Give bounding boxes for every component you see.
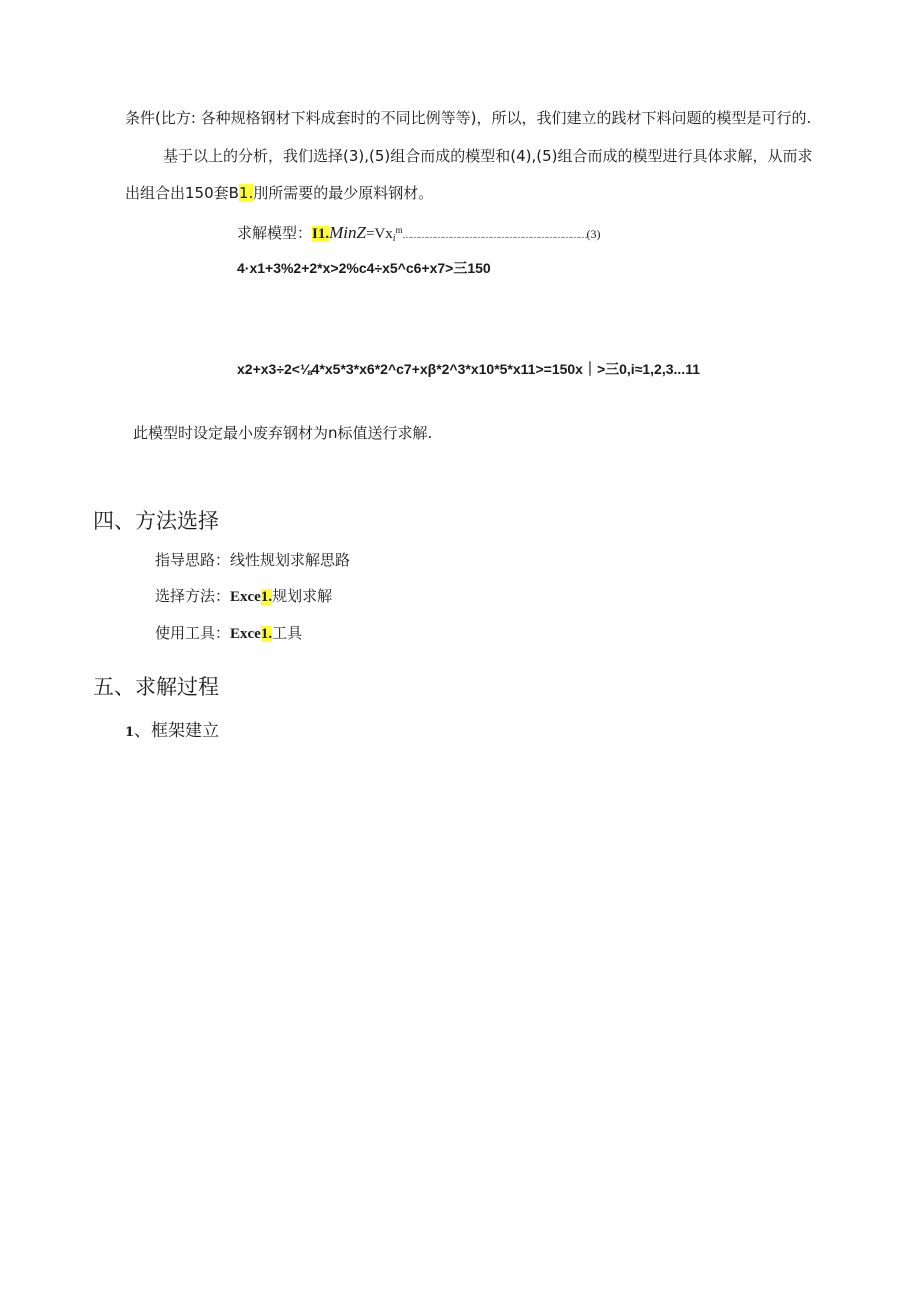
subsection-framework: 1、框架建立 [125, 721, 220, 741]
body-text-line-2: 基于以上的分析，我们选择(3),(5)组合而成的模型和(4),(5)组合而成的模型进行具体求解，从而求 [163, 147, 813, 165]
section-heading-process: 五、求解过程 [93, 675, 219, 699]
body-text-line-3: 出组合出150套B1.刖所需要的最少原料钢材。 [125, 184, 434, 202]
highlight-mark: 1. [260, 626, 273, 642]
leader-dots: …………………………………………………………… [402, 231, 587, 241]
highlight-mark: 1. [260, 589, 273, 605]
equation-number: (3) [586, 227, 601, 241]
section-heading-method: 四、方法选择 [93, 509, 219, 533]
model-objective-line: 求解模型：$I1.MinZ=Vx_i^m\dots\dots\dots\dots\dots\dots\dots\dots\dots\dots\dots\dots\dots\dots\dots\dots\dots\dots\dots\dots\dots\dots\dots(3)$ [237, 223, 601, 244]
method-item-guide: 指导思路：线性规划求解思路 [155, 551, 351, 569]
highlight-mark: 1. [238, 184, 254, 202]
method-item-tool: 使用工具：Exce1.工具 [155, 624, 303, 642]
constraint-2: x2+x3÷2<⅛4*x5*3*x6*2^c7+xβ*2^3*x10*5*x11>=150x｜>三0,i≈1,2,3...11 [237, 361, 700, 377]
method-item-approach: 选择方法：Exce1.规划求解 [155, 587, 333, 605]
body-text-line-1: 条件(比方: 各种规格钢材下料成套时的不同比例等等)，所以，我们建立的践材下料问题的模型是可行的. [125, 109, 812, 127]
model-note: 此模型时设定最小废弃钢材为n标值送行求解. [133, 424, 433, 442]
objective-function: MinZ [329, 223, 366, 242]
model-label: 求解模型： [237, 224, 313, 242]
highlight-mark: I1. [312, 226, 330, 242]
constraint-1: 4·x1+3%2+2*x>2%c4÷x5^c6+x7>三150 [237, 260, 491, 276]
